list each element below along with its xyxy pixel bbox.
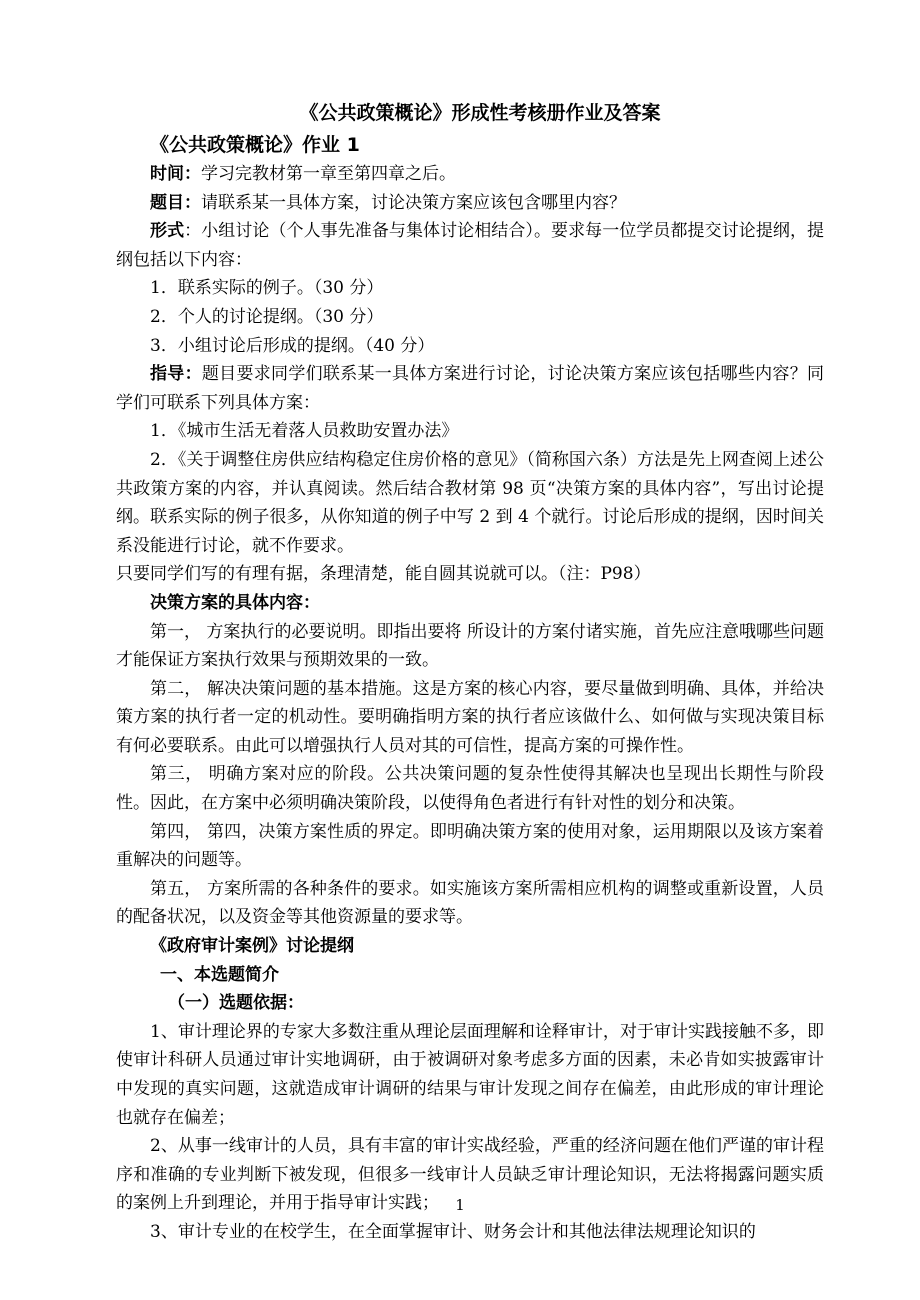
- guide-text: 题目要求同学们联系某一具体方案进行讨论，讨论决策方案应该包括哪些内容？同学们可联系下列具体方案：: [116, 364, 825, 413]
- assignment-subtitle: 《公共政策概论》作业 1: [150, 134, 360, 156]
- document-title: 《公共政策概论》形成性考核册作业及答案: [299, 102, 661, 124]
- basis-paragraph: 3、审计专业的在校学生，在全面掌握审计、财务会计和其他法律法规理论知识的: [150, 1221, 756, 1242]
- time-label: 时间：: [150, 164, 201, 184]
- content-point: 第三， 明确方案对应的阶段。公共决策问题的复杂性使得其解决也呈现出长期性与阶段性。因此，在方案中必须明确决策阶段，以使得角色者进行有针对性的划分和决策。: [116, 764, 824, 814]
- content-point: 第四， 第四，决策方案性质的界定。即明确决策方案的使用对象，运用期限以及该方案着重解决的问题等。: [116, 821, 824, 871]
- content-point: 第五， 方案所需的各种条件的要求。如实施该方案所需相应机构的调整或重新设置，人员的配备状况，以及资金等其他资源量的要求等。: [116, 878, 824, 928]
- guide-item: 1．《城市生活无着落人员救助安置办法》: [150, 421, 459, 442]
- content-point: 第二， 解决决策问题的基本措施。这是方案的核心内容，要尽量做到明确、具体，并给决策方案的执行者一定的机动性。要明确指明方案的执行者应该做什么、如何做与实现决策目标有何必要联系。由此可以增强执行人员对其的可信性，提高方案的可操作性。: [116, 678, 824, 756]
- basis-paragraph: 1、审计理论界的专家大多数注重从理论层面理解和诠释审计，对于审计实践接触不多，即使审计科研人员通过审计实地调研，由于被调研对象考虑多方面的因素，未必肯如实披露审计中发现的真实问题，这就造成审计调研的结果与审计发现之间存在偏差，由此形成的审计理论也就存在偏差；: [116, 1021, 824, 1128]
- content-heading: 决策方案的具体内容：: [150, 592, 320, 613]
- requirement-item: 3．小组讨论后形成的提纲。（40 分）: [150, 335, 435, 356]
- time-text: 学习完教材第一章至第四章之后。: [201, 164, 456, 184]
- topic-text: 请联系某一具体方案，讨论决策方案应该包含哪里内容？: [201, 192, 626, 213]
- requirement-item: 1．联系实际的例子。（30 分）: [150, 278, 384, 299]
- basis-paragraph: 2、从事一线审计的人员，具有丰富的审计实战经验，严重的经济问题在他们严谨的审计程序和准确的专业判断下被发现，但很多一线审计人员缺乏审计理论知识，无法将揭露问题实质的案例上升到理论，并用于指导审计实践；: [116, 1136, 824, 1214]
- time-paragraph: [116, 160, 824, 189]
- section-one-heading: 一、本选题简介: [160, 964, 279, 985]
- topic-label: 题目：: [150, 192, 201, 213]
- content-point: 第一， 方案执行的必要说明。即指出要将 所设计的方案付诸实施，首先应注意哦哪些问题才能保证方案执行效果与预期效果的一致。: [116, 621, 824, 671]
- form-text: ：小组讨论（个人事先准备与集体讨论相结合）。要求每一位学员都提交讨论提纲，提纲包括以下内容：: [116, 221, 825, 270]
- page-number: 1: [455, 1196, 465, 1214]
- note-paragraph: 只要同学们写的有理有据，条理清楚，能自圆其说就可以。（注：P98）: [116, 564, 651, 585]
- requirement-item: 2．个人的讨论提纲。（30 分）: [150, 306, 384, 327]
- document-page: [116, 96, 824, 1247]
- guide-paragraph: [116, 360, 824, 417]
- topic-paragraph: [116, 189, 824, 218]
- form-label: 形式: [150, 221, 185, 242]
- case-heading: 《政府审计案例》讨论提纲: [150, 936, 354, 957]
- form-paragraph: [116, 217, 824, 274]
- guide-item: 2．《关于调整住房供应结构稳定住房价格的意见》（简称国六条）方法是先上网查阅上述公共政策方案的内容，并认真阅读。然后结合教材第 98 页“决策方案的具体内容”，写出讨论提纲。联系实际的例子很多，从你知道的例子中写 2 到 4 个就行。讨论后形成的提纲，因时间关系没能进行讨论，就不作要求。: [116, 449, 824, 556]
- guide-label: 指导：: [150, 364, 202, 385]
- section-one-subheading: （一）选题依据：: [168, 993, 304, 1014]
